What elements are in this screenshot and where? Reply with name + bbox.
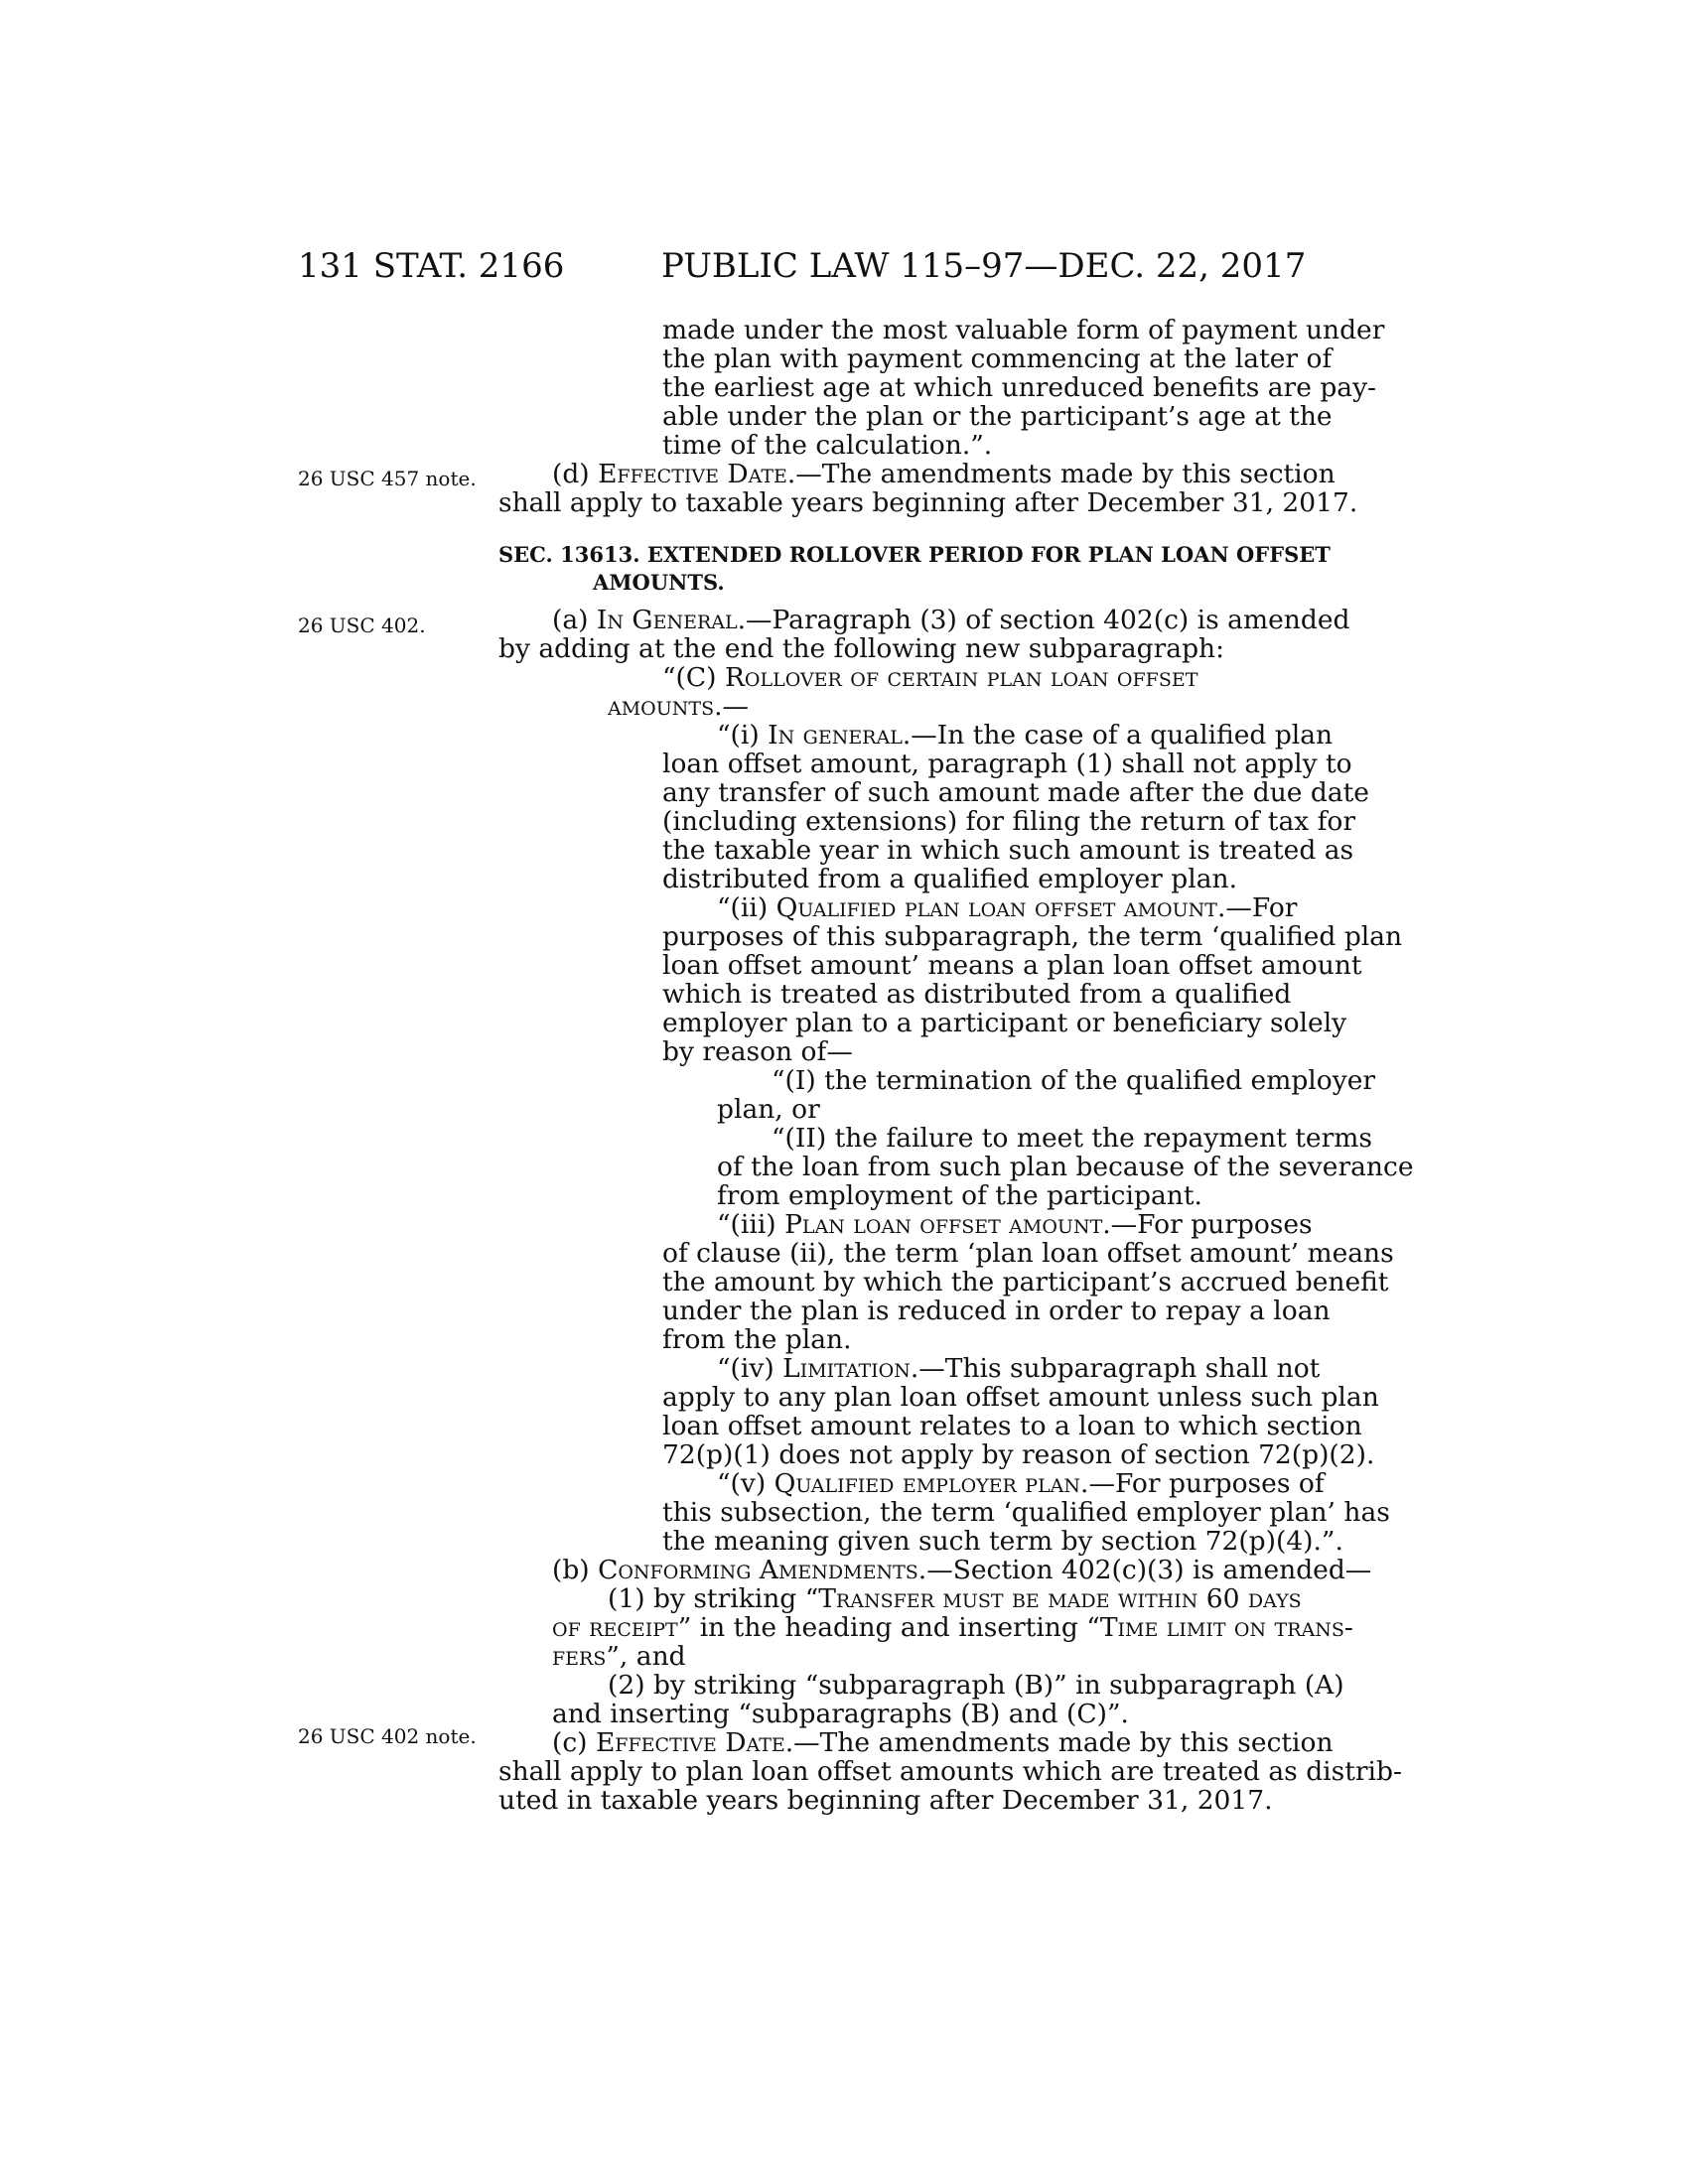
subsection-heading: Effective Date [598, 459, 787, 489]
text-line: loan offset amount’ means a plan loan offset amount [662, 950, 1362, 981]
text-line: under the plan is reduced in order to repay a loan [662, 1296, 1331, 1326]
text-line: shall apply to plan loan offset amounts which are treated as distrib- [498, 1756, 1402, 1787]
text-line: able under the plan or the participant’s age at the [662, 401, 1333, 432]
page-running-title: PUBLIC LAW 115–97—DEC. 22, 2017 [661, 246, 1307, 286]
subparagraph-heading: Rollover of certain plan loan offset [724, 662, 1198, 693]
text-line: from the plan. [662, 1324, 852, 1355]
text-line: .—In the case of a qualified plan [902, 720, 1334, 751]
subsection-label: (d) [552, 459, 599, 489]
section-title-line: AMOUNTS. [593, 570, 725, 595]
section-title [498, 541, 1368, 597]
clause-label: “(iv) [717, 1353, 783, 1384]
margin-note: 26 USC 457 note. [298, 467, 477, 490]
text-line: of the loan from such plan because of the severance [717, 1152, 1414, 1182]
text-line: and inserting “subparagraphs (B) and (C)”. [552, 1699, 1129, 1729]
text-line: of clause (ii), the term ‘plan loan offset amount’ means [662, 1238, 1394, 1269]
text-line: (2) by striking “subparagraph (B)” in subparagraph (A) [608, 1670, 1344, 1701]
clause-label: “(v) [717, 1468, 774, 1499]
text-line: purposes of this subparagraph, the term ‘qualified plan [662, 921, 1403, 952]
subparagraph-label: “(C) [662, 662, 725, 693]
text-line: .—Paragraph (3) of section 402(c) is amended [737, 605, 1350, 635]
clause-heading: Limitation [782, 1353, 911, 1384]
subsection-label: (b) [552, 1555, 599, 1585]
text-line: .—Section 402(c)(3) is amended— [917, 1555, 1372, 1585]
inserted-heading: Time limit on trans- [1099, 1612, 1353, 1643]
margin-note: 26 USC 402 note. [298, 1724, 477, 1748]
subsection-a [498, 605, 1414, 1816]
subsection-d [498, 460, 1368, 517]
text-line: shall apply to taxable years beginning after December 31, 2017. [498, 487, 1358, 518]
section-title-line: SEC. 13613. EXTENDED ROLLOVER PERIOD FOR PLAN LOAN OFFSET [498, 542, 1331, 567]
text-line: employer plan to a participant or beneficiary solely [662, 1008, 1347, 1038]
subsection-heading: In General [596, 605, 738, 635]
text-line: the amount by which the participant’s accrued benefit [662, 1267, 1389, 1297]
text-line: plan, or [717, 1094, 820, 1125]
text-line: .—For purposes [1102, 1209, 1313, 1240]
inserted-heading: fers [552, 1641, 607, 1672]
text-line: (including extensions) for filing the return of tax for [662, 806, 1356, 837]
clause-heading: Qualified employer plan [774, 1468, 1081, 1499]
subparagraph-heading: amounts [608, 691, 715, 722]
continuation-text [498, 315, 1385, 461]
clause-heading: In general [768, 720, 903, 751]
text-line: “(II) the failure to meet the repayment terms [772, 1123, 1372, 1154]
struck-heading: Transfer must be made within 60 days [818, 1583, 1302, 1614]
text-line: uted in taxable years beginning after December 31, 2017. [498, 1785, 1273, 1816]
text-line: .—For purposes of [1080, 1468, 1325, 1499]
subsection-label: (a) [552, 605, 597, 635]
subsection-heading: Effective Date [595, 1727, 785, 1758]
text-line: time of the calculation.”. [662, 430, 993, 461]
clause-label: “(iii) [717, 1209, 785, 1240]
margin-note: 26 USC 402. [298, 614, 426, 637]
text-line: this subsection, the term ‘qualified employer plan’ has [662, 1497, 1390, 1528]
clause-label: “(ii) [717, 892, 776, 923]
text-line: loan offset amount relates to a loan to which section [662, 1411, 1362, 1441]
text-line: .— [714, 691, 750, 722]
text-line: by adding at the end the following new subparagraph: [498, 633, 1225, 664]
text-line: made under the most valuable form of payment under [662, 315, 1385, 345]
struck-heading: of receipt [552, 1612, 678, 1643]
text-line: 72(p)(1) does not apply by reason of section 72(p)(2). [662, 1439, 1375, 1470]
clause-heading: Qualified plan loan offset amount [775, 892, 1217, 923]
text-line: the earliest age at which unreduced benefits are pay- [662, 372, 1377, 403]
text-line: .—The amendments made by this section [786, 459, 1336, 489]
clause-label: “(i) [717, 720, 769, 751]
text-line: distributed from a qualified employer plan. [662, 864, 1237, 894]
text-line: from employment of the participant. [717, 1180, 1202, 1211]
text-line: “(I) the termination of the qualified employer [772, 1065, 1376, 1096]
text-line: .—The amendments made by this section [784, 1727, 1334, 1758]
text-line: apply to any plan loan offset amount unless such plan [662, 1382, 1379, 1413]
clause-heading: Plan loan offset amount [784, 1209, 1103, 1240]
text-line: .—For [1216, 892, 1298, 923]
paragraph-label: (1) by striking “ [608, 1583, 819, 1614]
text-line: the taxable year in which such amount is treated as [662, 835, 1354, 866]
text-line: any transfer of such amount made after the due date [662, 777, 1369, 808]
text-line: ” in the heading and inserting “ [677, 1612, 1100, 1643]
subsection-heading: Conforming Amendments [598, 1555, 918, 1585]
text-line: which is treated as distributed from a qualified [662, 979, 1292, 1010]
page-stat-number: 131 STAT. 2166 [298, 246, 565, 286]
text-line: loan offset amount, paragraph (1) shall not apply to [662, 749, 1352, 779]
text-line: the plan with payment commencing at the later of [662, 343, 1333, 374]
text-line: the meaning given such term by section 72(p)(4).”. [662, 1526, 1343, 1557]
text-line: .—This subparagraph shall not [910, 1353, 1321, 1384]
text-line: ”, and [606, 1641, 686, 1672]
subsection-label: (c) [552, 1727, 596, 1758]
text-line: by reason of— [662, 1036, 853, 1067]
